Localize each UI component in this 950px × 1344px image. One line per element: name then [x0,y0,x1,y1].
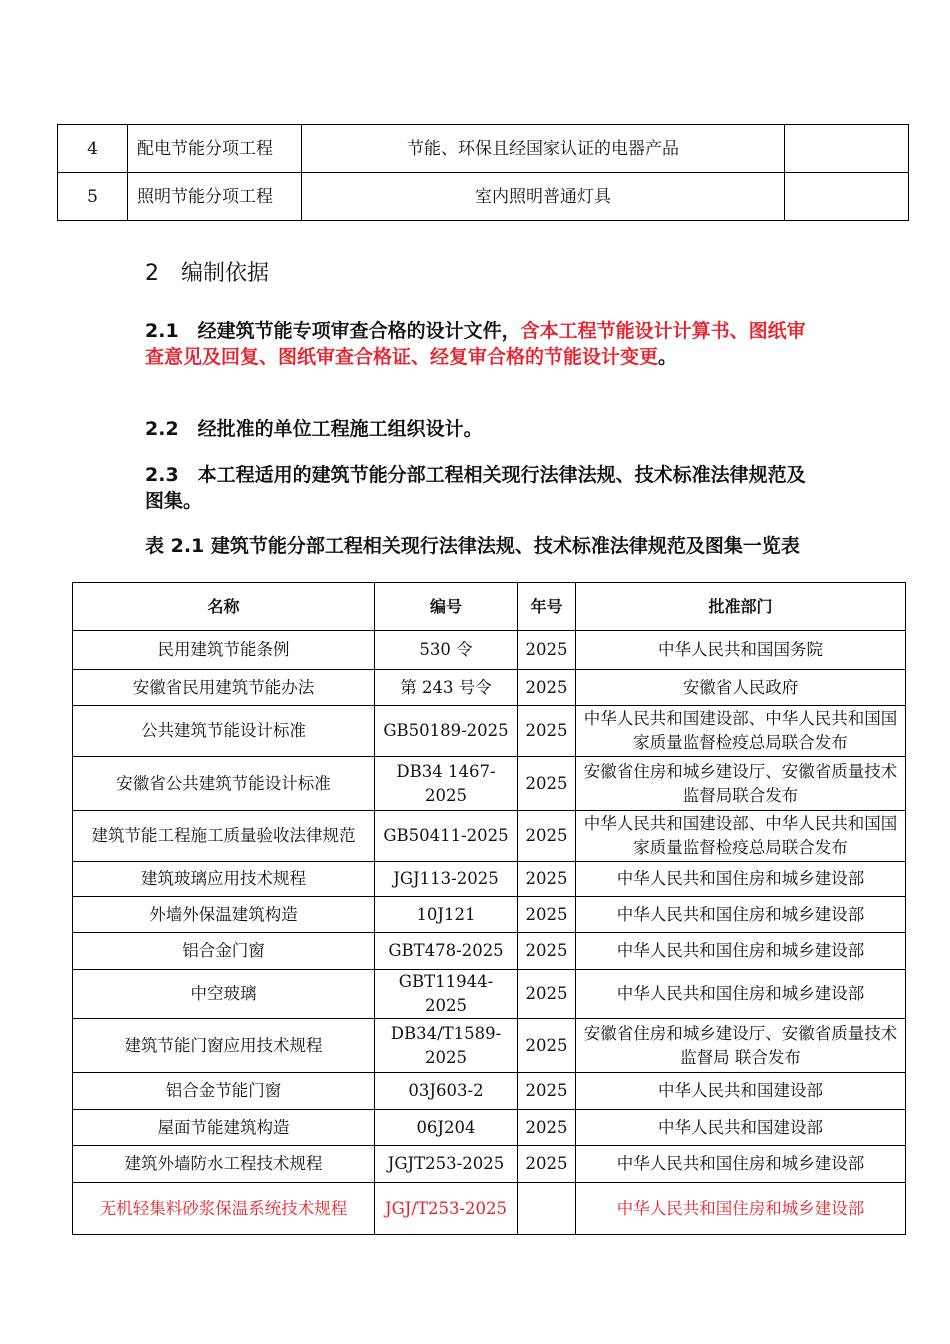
table-row [73,811,906,862]
std-code: 10J121 [375,897,518,933]
table-row [73,757,906,811]
std-year: 2025 [518,811,576,862]
std-year: 2025 [518,706,576,757]
header-name: 名称 [73,583,375,631]
std-name: 建筑节能门窗应用技术规程 [73,1019,375,1073]
header-year: 年号 [518,583,576,631]
table-row [73,1110,906,1146]
std-dept: 中华人民共和国住房和城乡建设部 [576,1183,906,1235]
paragraph-text: 2.1 经建筑节能专项审查合格的设计文件， [145,320,521,342]
std-name: 外墙外保温建筑构造 [73,897,375,933]
paragraph-2-3: 2.3 本工程适用的建筑节能分部工程相关现行法律法规、技术标准法律规范及图集。 [145,464,806,512]
paragraph-2-2: 2.2 经批准的单位工程施工组织设计。 [145,418,483,440]
std-name: 中空玻璃 [73,970,375,1019]
std-year: 2025 [518,970,576,1019]
paragraph-end: 。 [658,346,678,368]
std-year: 2025 [518,862,576,897]
std-code: JGJ/T253-2025 [375,1183,518,1235]
std-dept: 中华人民共和国住房和城乡建设部 [576,897,906,933]
std-dept: 中华人民共和国住房和城乡建设部 [576,933,906,970]
std-dept: 中华人民共和国建设部、中华人民共和国国家质量监督检疫总局联合发布 [576,706,906,757]
std-year: 2025 [518,897,576,933]
table-row [73,933,906,970]
std-dept: 中华人民共和国建设部、中华人民共和国国家质量监督检疫总局联合发布 [576,811,906,862]
table-row [73,706,906,757]
std-year: 2025 [518,933,576,970]
std-code: 第 243 号令 [375,670,518,706]
table-row [58,125,909,173]
std-code: 530 令 [375,631,518,670]
std-year: 2025 [518,1073,576,1110]
std-dept: 安徽省住房和城乡建设厅、安徽省质量技术监督局联合发布 [576,757,906,811]
item-note [785,173,909,221]
std-name: 铝合金节能门窗 [73,1073,375,1110]
std-dept: 中华人民共和国住房和城乡建设部 [576,1146,906,1183]
table-row [73,1073,906,1110]
std-code: JGJ113-2025 [375,862,518,897]
std-year: 2025 [518,757,576,811]
std-code: GB50189-2025 [375,706,518,757]
std-code: GB50411-2025 [375,811,518,862]
highlighted-text: 含本工程节能设计计算书、图纸审查意见及回复、图纸审查合格证、经复审合格的节能设计变更 [145,320,806,368]
std-code: 03J603-2 [375,1073,518,1110]
std-dept: 中华人民共和国住房和城乡建设部 [576,970,906,1019]
std-dept: 中华人民共和国住房和城乡建设部 [576,862,906,897]
table-row [73,1146,906,1183]
std-year: 2025 [518,1146,576,1183]
std-dept: 安徽省人民政府 [576,670,906,706]
table-row [73,970,906,1019]
std-name: 无机轻集料砂浆保温系统技术规程 [73,1183,375,1235]
table-row [73,670,906,706]
section-title: 2 编制依据 [145,261,269,286]
table-row [73,862,906,897]
table-caption: 表 2.1 建筑节能分部工程相关现行法律法规、技术标准法律规范及图集一览表 [145,535,800,557]
std-year: 2025 [518,1110,576,1146]
std-name: 安徽省民用建筑节能办法 [73,670,375,706]
std-name: 屋面节能建筑构造 [73,1110,375,1146]
header-dept: 批准部门 [576,583,906,631]
std-name: 建筑外墙防水工程技术规程 [73,1146,375,1183]
std-code: JGJT253-2025 [375,1146,518,1183]
table-row [58,173,909,221]
std-code: GBT478-2025 [375,933,518,970]
item-content: 节能、环保且经国家认证的电器产品 [302,125,785,173]
engineering-items-table [57,124,909,221]
item-number: 4 [58,125,128,173]
std-code: DB34 1467-2025 [375,757,518,811]
std-year: 2025 [518,631,576,670]
std-code: GBT11944-2025 [375,970,518,1019]
std-code: 06J204 [375,1110,518,1146]
std-dept: 中华人民共和国国务院 [576,631,906,670]
std-name: 建筑节能工程施工质量验收法律规范 [73,811,375,862]
std-name: 铝合金门窗 [73,933,375,970]
table-header-row [73,583,906,631]
item-name: 照明节能分项工程 [128,173,302,221]
item-note [785,125,909,173]
std-year: 2025 [518,1019,576,1073]
std-name: 公共建筑节能设计标准 [73,706,375,757]
std-dept: 中华人民共和国建设部 [576,1073,906,1110]
std-code: DB34/T1589-2025 [375,1019,518,1073]
std-name: 安徽省公共建筑节能设计标准 [73,757,375,811]
std-dept: 安徽省住房和城乡建设厅、安徽省质量技术监督局 联合发布 [576,1019,906,1073]
std-name: 民用建筑节能条例 [73,631,375,670]
item-content: 室内照明普通灯具 [302,173,785,221]
std-year: 2025 [518,670,576,706]
table-row [73,1183,906,1235]
header-code: 编号 [375,583,518,631]
std-dept: 中华人民共和国建设部 [576,1110,906,1146]
table-row [73,1019,906,1073]
table-row [73,631,906,670]
item-number: 5 [58,173,128,221]
paragraph-2-1 [145,318,815,370]
std-name: 建筑玻璃应用技术规程 [73,862,375,897]
std-year [518,1183,576,1235]
table-row [73,897,906,933]
standards-table [72,582,906,1235]
item-name: 配电节能分项工程 [128,125,302,173]
